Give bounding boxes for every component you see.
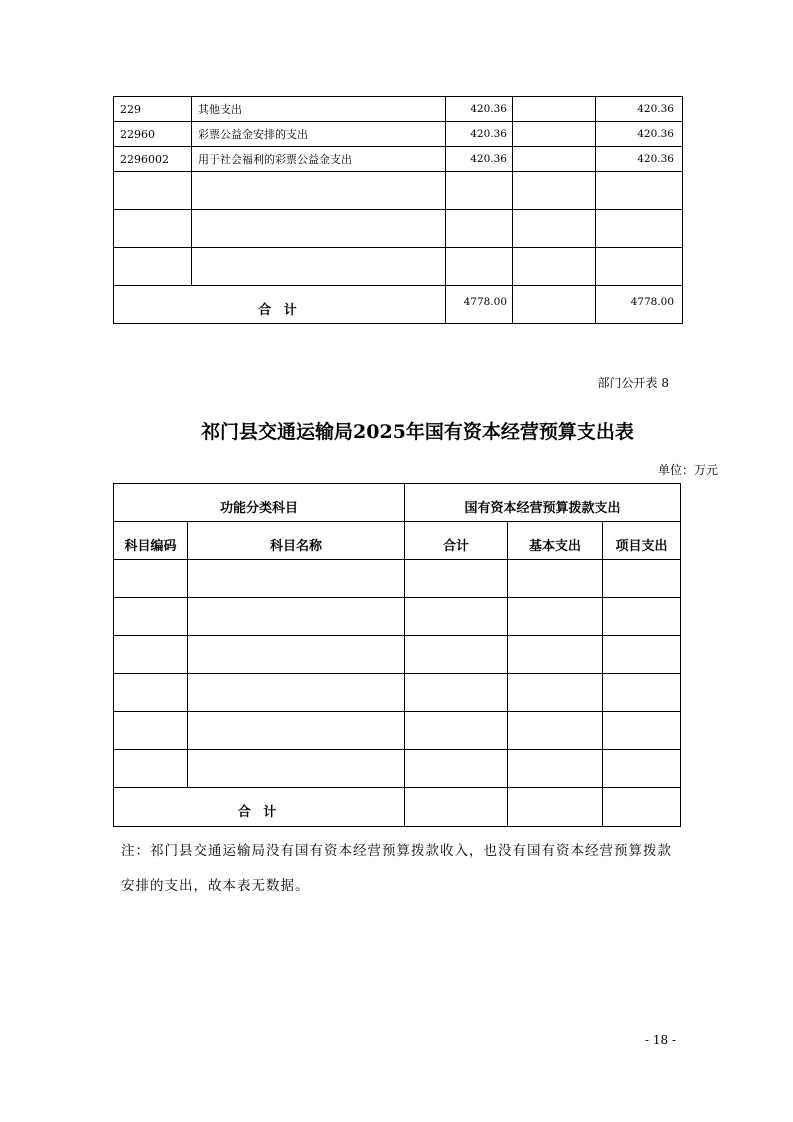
table-row [114, 97, 683, 122]
amount-total-cell: 420.36 [446, 147, 513, 172]
amount-total-cell [446, 172, 513, 210]
amount-project-cell: 420.36 [596, 147, 683, 172]
subject-name-cell [192, 248, 446, 286]
basic-cell [508, 788, 603, 827]
amount-basic-cell [513, 172, 596, 210]
name-cell [188, 712, 405, 750]
project-cell [603, 636, 681, 674]
amount-total-cell: 420.36 [446, 97, 513, 122]
code-cell [114, 750, 188, 788]
subject-code-cell: 229 [114, 97, 192, 122]
amount-total-cell [446, 210, 513, 248]
basic-cell [508, 674, 603, 712]
note-line: 注：祁门县交通运输局没有国有资本经营预算拨款收入，也没有国有资本经营预算拨款 [121, 843, 672, 859]
total-cell [405, 636, 508, 674]
total-cell [405, 750, 508, 788]
project-cell [603, 788, 681, 827]
group-header-row [114, 484, 681, 522]
name-cell [188, 560, 405, 598]
subject-name-cell: 用于社会福利的彩票公益金支出 [192, 147, 446, 172]
basic-column-header: 基本支出 [508, 522, 603, 560]
code-cell [114, 712, 188, 750]
project-cell [603, 598, 681, 636]
code-cell [114, 598, 188, 636]
project-cell [603, 750, 681, 788]
total-row [114, 788, 681, 827]
basic-cell [508, 560, 603, 598]
project-cell [603, 560, 681, 598]
expenditure-table [113, 483, 681, 827]
subject-name-cell: 彩票公益金安排的支出 [192, 122, 446, 147]
total-label: 合 计 [114, 788, 405, 827]
name-cell [188, 750, 405, 788]
total-cell [405, 674, 508, 712]
empty-table-row [114, 750, 681, 788]
total-column-header: 合计 [405, 522, 508, 560]
total-amount-cell: 4778.00 [446, 286, 513, 324]
name-cell [188, 674, 405, 712]
amount-project-cell [596, 172, 683, 210]
column-header-row [114, 522, 681, 560]
page-title: 祁门县交通运输局2025年国有资本经营预算支出表 [201, 421, 634, 443]
total-label: 合 计 [114, 286, 446, 324]
name-cell [188, 636, 405, 674]
subject-code-cell [114, 248, 192, 286]
project-column-header: 项目支出 [603, 522, 681, 560]
table-row [114, 147, 683, 172]
continued-budget-table [113, 96, 683, 324]
code-cell [114, 636, 188, 674]
amount-basic-cell [513, 122, 596, 147]
total-basic-cell [513, 286, 596, 324]
subject-code-cell: 22960 [114, 122, 192, 147]
amount-total-cell: 420.36 [446, 122, 513, 147]
empty-table-row [114, 172, 683, 210]
code-cell [114, 674, 188, 712]
table-row [114, 122, 683, 147]
form-label: 部门公开表 8 [597, 376, 669, 390]
appropriation-header: 国有资本经营预算拨款支出 [405, 484, 681, 522]
empty-table-row [114, 560, 681, 598]
basic-cell [508, 712, 603, 750]
basic-cell [508, 636, 603, 674]
amount-basic-cell [513, 97, 596, 122]
code-column-header: 科目编码 [114, 522, 188, 560]
basic-cell [508, 598, 603, 636]
amount-project-cell: 420.36 [596, 122, 683, 147]
amount-basic-cell [513, 248, 596, 286]
empty-table-row [114, 598, 681, 636]
total-cell [405, 712, 508, 750]
project-cell [603, 674, 681, 712]
total-cell [405, 560, 508, 598]
empty-table-row [114, 636, 681, 674]
name-column-header: 科目名称 [188, 522, 405, 560]
basic-cell [508, 750, 603, 788]
subject-name-cell [192, 210, 446, 248]
subject-code-cell [114, 210, 192, 248]
note-line: 安排的支出，故本表无数据。 [121, 878, 310, 894]
project-cell [603, 712, 681, 750]
amount-project-cell [596, 248, 683, 286]
classification-header: 功能分类科目 [114, 484, 405, 522]
subject-name-cell: 其他支出 [192, 97, 446, 122]
subject-code-cell [114, 172, 192, 210]
total-row [114, 286, 683, 324]
unit-label: 单位：万元 [657, 463, 718, 477]
total-cell [405, 598, 508, 636]
empty-table-row [114, 248, 683, 286]
empty-table-row [114, 674, 681, 712]
amount-basic-cell [513, 147, 596, 172]
empty-table-row [114, 712, 681, 750]
subject-code-cell: 2296002 [114, 147, 192, 172]
empty-table-row [114, 210, 683, 248]
amount-total-cell [446, 248, 513, 286]
name-cell [188, 598, 405, 636]
total-cell [405, 788, 508, 827]
subject-name-cell [192, 172, 446, 210]
page-number: - 18 - [644, 1033, 676, 1047]
total-project-cell: 4778.00 [596, 286, 683, 324]
amount-project-cell: 420.36 [596, 97, 683, 122]
amount-basic-cell [513, 210, 596, 248]
amount-project-cell [596, 210, 683, 248]
code-cell [114, 560, 188, 598]
